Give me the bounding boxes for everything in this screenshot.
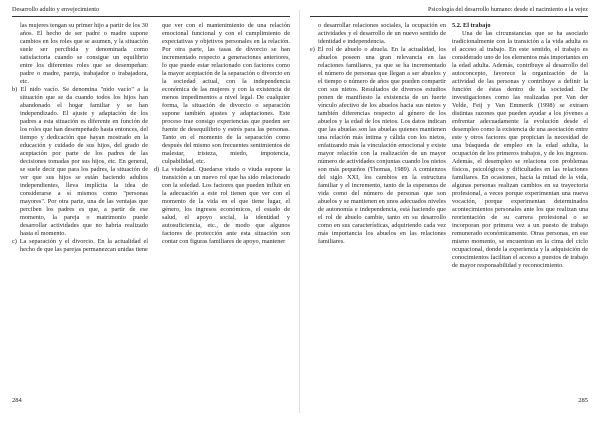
right-page-number: 285 [578, 397, 588, 404]
left-col1-paragraph-1: las mujeres tengan su primer hijo a partir de los 30 años. El hecho de ser padre o madre supone cambios en los roles que se asumen, y la situación suele ser percibida y denominada como satisfactoria cuando se consigue un equilibrio entre los diferentes roles que se desempeñan: padre o madre, pareja, trabajador o trabajadora, etc. [20, 22, 148, 85]
right-col1-item-e: e) El rol de abuelo o abuela. En la actualidad, los abuelos poseen una gran relevancia en las relaciones familiares, ya que se ha incrementado el número de personas que llegan a ser abuelos y el tiempo o número de años que pueden compartir con sus nietos. Resultados de diversos estudios ponen de manifiesto la existencia de un fuerte vínculo afectivo de los abuelos hacia sus nietos y también diferencias respecto al género de los abuelos y la edad de los nietos. Los datos indican que las abuelas son las abuelas quienes mantienen una relación más íntima y cálida con los nietos, enfatizando más la vinculación emocional y existe mayor relación con la realización de un mayor número de actividades conjuntas cuando los nietos son más pequeños (Thomas, 1989). A comienzos del siglo XXI, los cambios en la estructura familiar y el incremento, tanto de la esperanza de vida como del número de personas que son abuelos y se mantienen en unos adecuados niveles de autonomía e independencia, está haciendo que el rol de abuelo cambie, tanto en su desarrollo como en sus características, adquiriendo cada vez más importancia los abuelos en las relaciones familiares. [310, 46, 446, 245]
section-title: 5.2. El trabajo [452, 22, 491, 29]
left-col2-paragraph-1: que ver con el mantenimiento de una relación emocional funcional y con el cumplimiento de expectativas y objetivos personales en la relación. Por otra parte, las tasas de divorcio se han incrementado respecto a generaciones anteriores, lo que puede estar relacionado con factores como la mayor aceptación de la separación o divorcio en la sociedad actual, con la independencia económica de las mujeres y con la existencia de menos impedimentos a nivel legal. De cualquier forma, la situación de divorcio o separación supone también ajustes y adaptaciones. Este proceso trae consigo experiencias que pueden ser fuente de desequilibrio y estrés para las personas. Tanto en el momento de la separación como después del mismo son frecuentes sentimientos de malestar, tristeza, miedo, impotencia, culpabilidad, etc. [162, 22, 290, 165]
left-col1-item-c: c) La separación y el divorcio. En la actualidad el hecho de que las parejas permanezcan unidas tiene [12, 238, 148, 253]
right-header-rule [310, 16, 588, 17]
right-col2-paragraph-1: Una de las circunstancias que se ha asociado tradicionalmente con la transición a la vida adulta es el acceso al trabajo. En este sentido, el trabajo es considerado uno de los elementos más importantes en la edad adulta. Además, contribuye al desarrollo del autoconcepto, favorece la organización de la actividad de las personas y contribuye a definir la función de éstas dentro de la sociedad. De investigaciones como las realizadas por Van der Velde, Feij y Van Emmerik (1998) se extraen distintas razones que pueden ayudar a los jóvenes a enfrentar adecuadamente la evolución desde el desempleo como la existencia de una asociación entre este y otros factores que propician la necesidad de una búsqueda de empleo en la edad adulta, la ocupación de los primeros trabajos, y de los ingresos. Además, el desempleo se relaciona con problemas físicos, psicológicos y dificultades en las relaciones familiares. En ocasiones, hacia la mitad de la vida, algunas personas realizan cambios en su trayectoria profesional, a veces porque experimentan una nueva vocación, porque experimentan determinados acontecimientos personales ante los que realizan una reorientación de su carrera profesional o se incorporan por primera vez a un puesto de trabajo remunerado económicamente. Otras personas, en ese mismo momento, se encuentran en la cima del ciclo ocupacional, donde la experiencia y la adquisición de conocimientos facilitan el acceso a puestos de trabajo de mayor responsabilidad y reconocimiento. [452, 30, 588, 269]
left-running-header: Desarrollo adulto y envejecimiento [12, 6, 100, 13]
right-col1-paragraph-1: o desarrollar relaciones sociales, la ocupación en actividades y el desarrollo de un nuevo sentido de identidad e independencia. [318, 22, 446, 45]
left-header-rule [12, 16, 290, 17]
right-column-2 [452, 22, 588, 412]
right-page [300, 0, 600, 423]
left-col2-item-d: d) La viudedad. Quedarse viudo o viuda supone la transición a un nuevo rol que ha sido relacionado con la soledad. Los factores que pueden influir en la adecuación a este rol tienen que ver con el momento de la vida en el que tiene lugar, el género, los ingresos económicos, el estado de salud, el apoyo social, la identidad y autosuficiencia, etc., de modo que algunos factores de protección ante esta situación son contar con figuras familiares de apoyo, mantener [154, 166, 290, 245]
right-column-1 [310, 22, 446, 412]
right-running-header: Psicología del desarrollo humano: desde el nacimiento a la vejez [428, 6, 588, 13]
left-page-number: 284 [12, 397, 22, 404]
left-col1-item-b: b) El nido vacío. Se denomina "nido vacío" a la situación que se da cuando todos los hijos han abandonado el hogar familiar y se han independizado. El ajuste y adaptación de los padres a esta situación es diferente en función de los roles que han desempeñado hasta entonces, del tiempo y dedicación que hayan mostrado en la educación y cuidado de sus hijos, del grado de aceptación por parte de los padres de las decisiones tomadas por sus hijos, etc. En general, se suele decir que para los padres, la situación de ver que sus hijos se están haciendo adultos independientes, lleva implícita la idea de considerarse a sí mismos como "personas mayores". Por otra parte, una de las ventajas que perciben los padres es que, a partir de ese momento, la pareja o matrimonio puede desarrollar actividades que no habría realizado hasta el momento. [12, 86, 148, 237]
left-column-1 [12, 22, 148, 412]
left-column-2 [154, 22, 290, 412]
